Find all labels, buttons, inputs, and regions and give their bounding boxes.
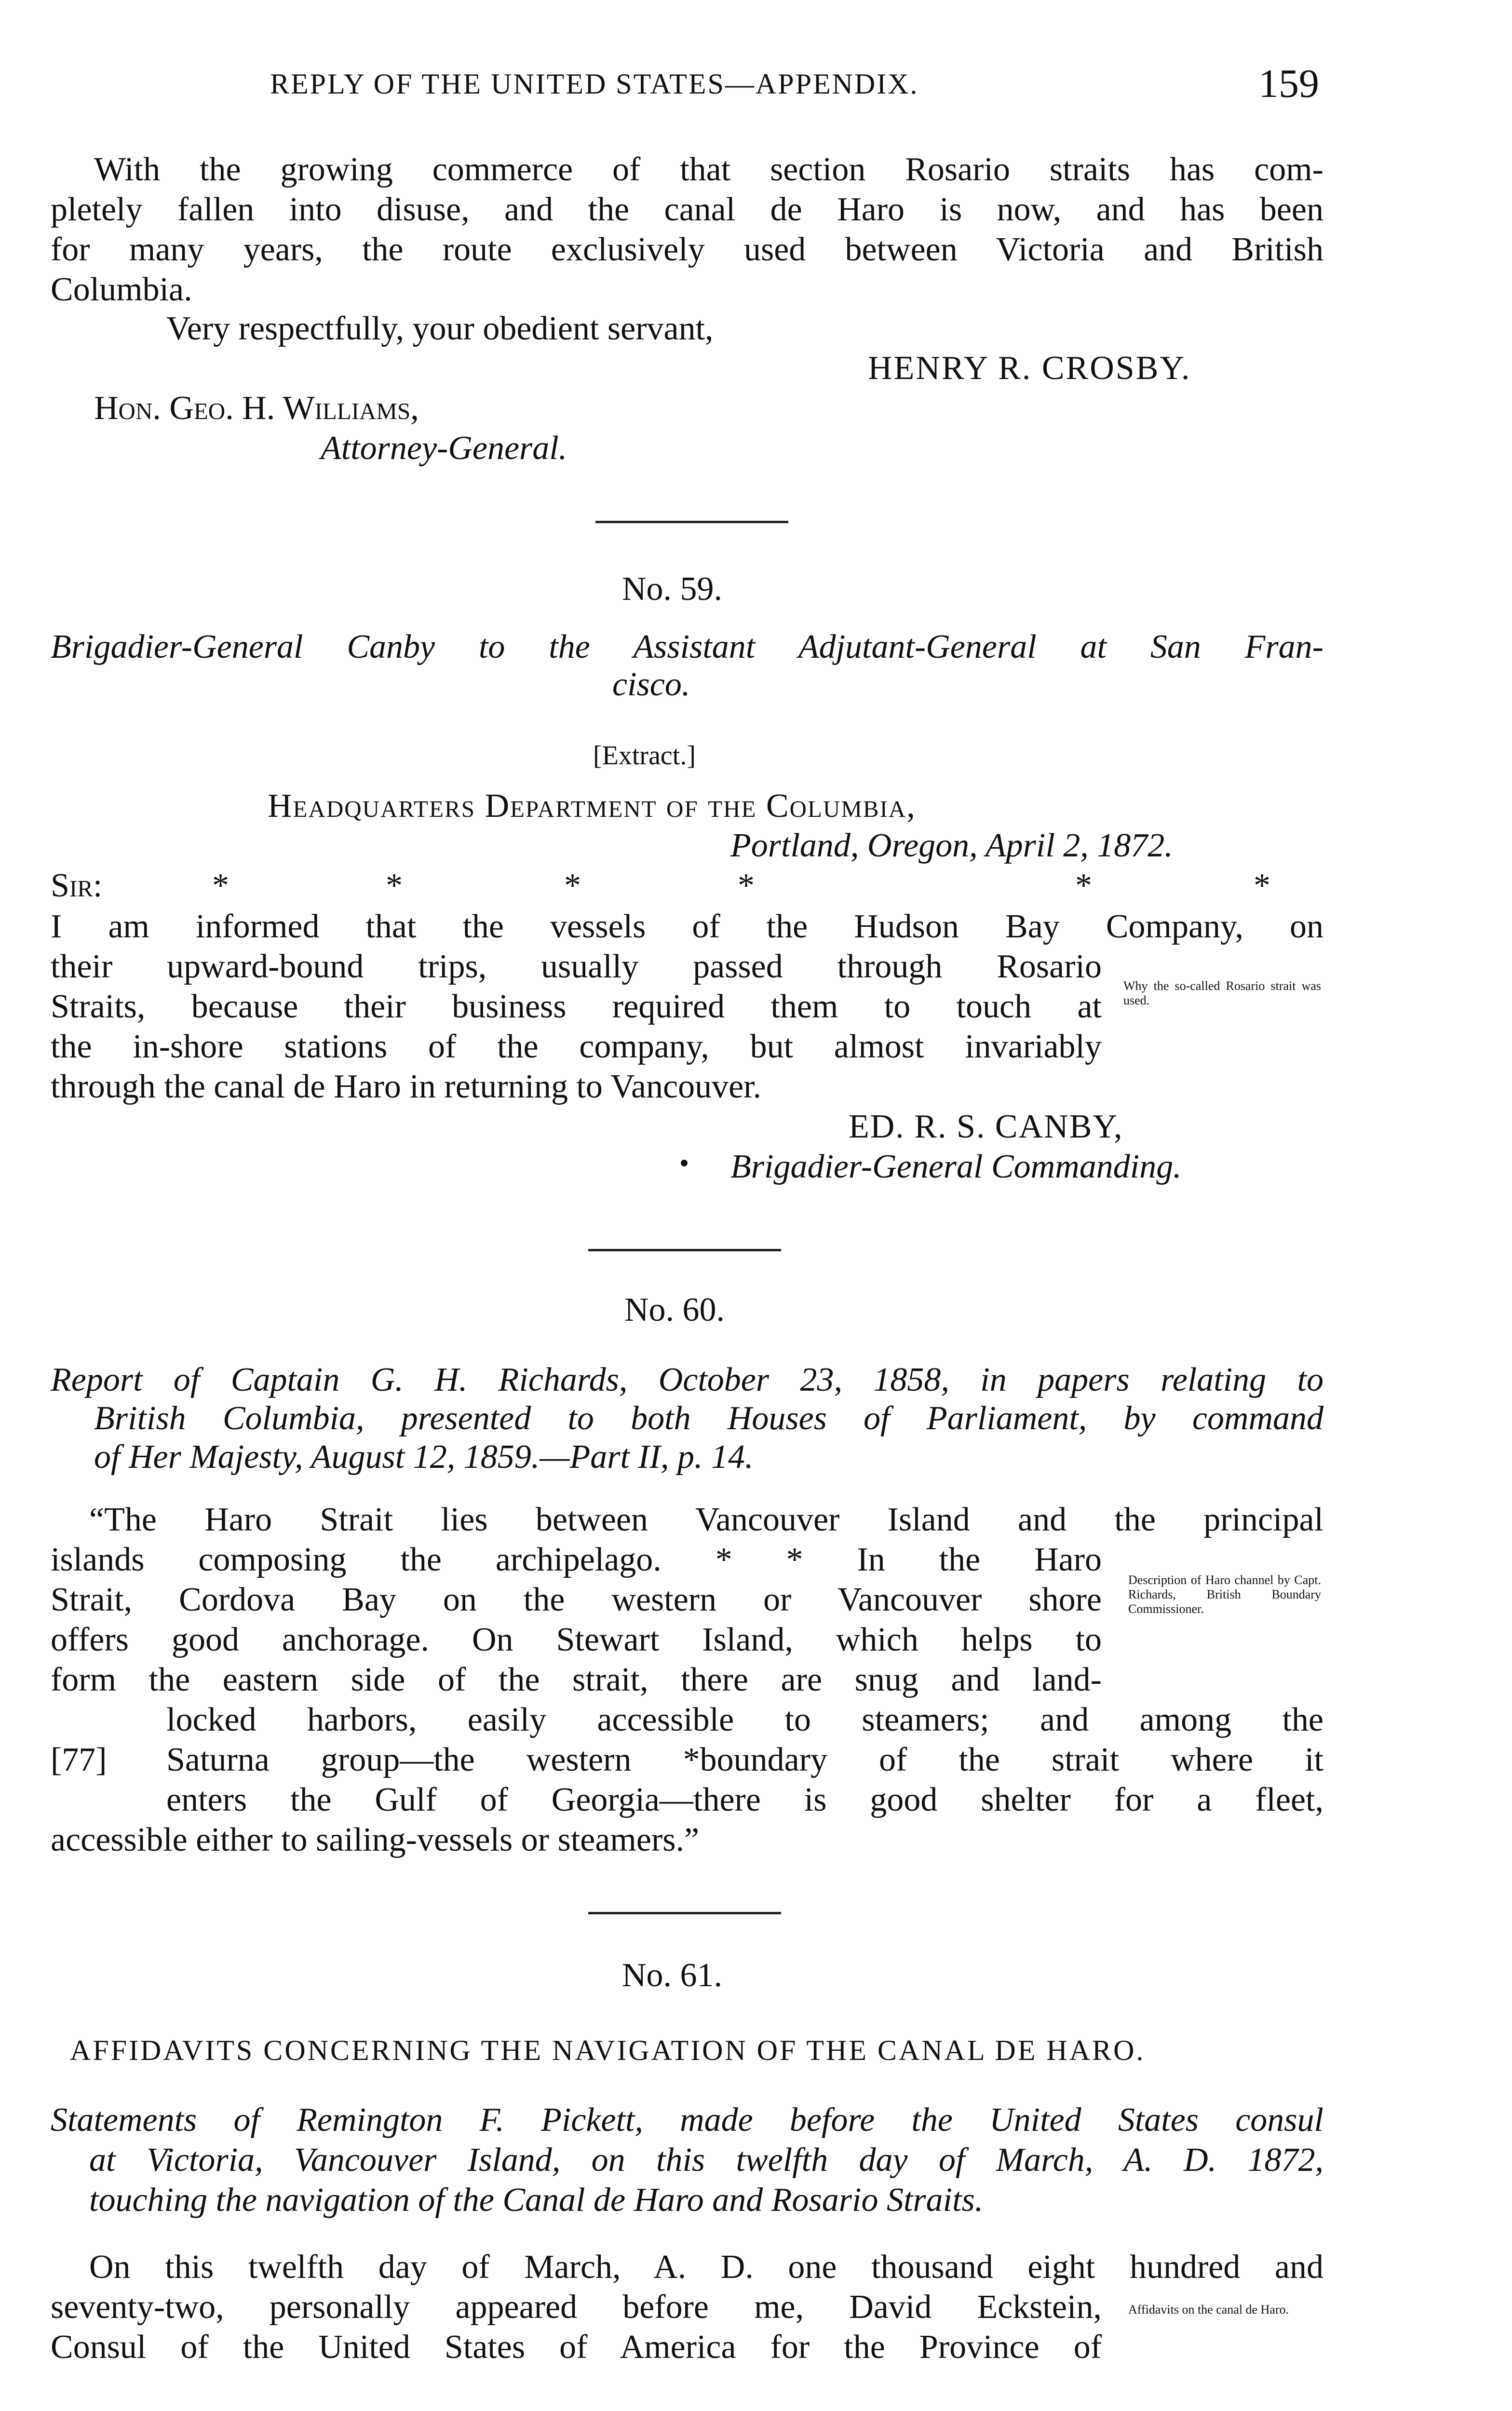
doc61-title-line-3: touching the navigation of the Canal de Haro and Rosario Straits. — [89, 2181, 984, 2219]
doc60-number: No. 60. — [624, 1291, 725, 1328]
doc61-line-2: seventy-two, personally appeared before me, David Eckstein, — [51, 2289, 1102, 2326]
doc59-number: No. 59. — [622, 570, 723, 608]
doc60-line-1: “The Haro Strait lies between Vancouver Island and the principal — [89, 1501, 1323, 1538]
doc59-signature-title: Brigadier-General Commanding. — [730, 1148, 1182, 1185]
doc61-title-line-1: Statements of Remington F. Pickett, made before the United States consul — [51, 2101, 1323, 2139]
doc60-title-line-1: Report of Captain G. H. Richards, October 23, 1858, in papers relating to — [51, 1361, 1323, 1398]
doc60-line-6: locked harbors, easily accessible to steamers; and among the — [166, 1701, 1323, 1738]
crosby-signature: HENRY R. CROSBY. — [868, 350, 1191, 387]
doc61-sidenote: Affidavits on the canal de Haro. — [1128, 2303, 1289, 2316]
doc61-title-line-2: at Victoria, Vancouver Island, on this twelfth day of March, A. D. 1872, — [89, 2141, 1323, 2179]
doc61-line-3: Consul of the United States of America for the Province of — [51, 2329, 1102, 2366]
doc59-signature: ED. R. S. CANBY, — [849, 1108, 1123, 1145]
doc60-line-9: accessible either to sailing-vessels or steamers.” — [51, 1821, 700, 1858]
section-rule-3 — [588, 1912, 781, 1914]
doc59-sidenote: Why the so-called Rosario strait was used. — [1123, 979, 1321, 1007]
doc60-line-5: form the eastern side of the strait, there are snug and land- — [51, 1661, 1102, 1698]
section-rule-1 — [595, 521, 788, 523]
doc60-title-line-2: British Columbia, presented to both Houses of Parliament, by command — [94, 1400, 1323, 1437]
doc60-line-2: islands composing the archipelago. * * In the Haro — [51, 1541, 1102, 1578]
doc59-line-3: Straits, because their business required them to touch at — [51, 988, 1102, 1025]
doc60-line-4: offers good anchorage. On Stewart Island, which helps to — [51, 1621, 1102, 1658]
crosby-line-4: Columbia. — [51, 271, 192, 308]
doc59-star-6: * — [1254, 867, 1270, 904]
crosby-closing: Very respectfully, your obedient servant, — [166, 310, 714, 347]
doc59-star-4: * — [738, 867, 755, 904]
doc59-star-5: * — [1075, 867, 1092, 904]
doc59-star-1: * — [212, 867, 229, 904]
doc61-heading: AFFIDAVITS CONCERNING THE NAVIGATION OF THE CANAL DE HARO. — [70, 2034, 1146, 2066]
doc59-line-5: through the canal de Haro in returning to Vancouver. — [51, 1068, 762, 1105]
doc59-hq: Headquarters Department of the Columbia, — [268, 787, 916, 825]
doc60-margin-page: [77] — [51, 1741, 107, 1778]
section-rule-2 — [588, 1249, 781, 1251]
running-title: REPLY OF THE UNITED STATES—APPENDIX. — [270, 68, 919, 100]
doc59-extract: [Extract.] — [593, 741, 696, 771]
crosby-line-2: pletely fallen into disuse, and the canal de Haro is now, and has been — [51, 191, 1323, 228]
doc61-line-1: On this twelfth day of March, A. D. one thousand eight hundred and — [89, 2248, 1323, 2286]
doc60-line-8: enters the Gulf of Georgia—there is good shelter for a fleet, — [166, 1781, 1323, 1818]
doc60-title-line-3: of Her Majesty, August 12, 1859.—Part II, p. 14. — [94, 1438, 754, 1476]
doc59-bullet — [681, 1160, 688, 1166]
addressee-name: Hon. Geo. H. Williams, — [94, 390, 419, 427]
doc59-title-line-2: cisco. — [612, 666, 690, 703]
doc59-star-2: * — [386, 867, 403, 904]
doc59-line-1: I am informed that the vessels of the Hudson Bay Company, on — [51, 908, 1323, 945]
doc59-line-2: their upward-bound trips, usually passed through Rosario — [51, 948, 1102, 985]
crosby-line-3: for many years, the route exclusively used between Victoria and British — [51, 231, 1323, 268]
doc61-number: No. 61. — [622, 1957, 723, 1994]
page-number: 159 — [1258, 61, 1319, 106]
doc59-star-3: * — [564, 867, 581, 904]
doc59-place-date: Portland, Oregon, April 2, 1872. — [730, 827, 1173, 864]
crosby-line-1: With the growing commerce of that section Rosario straits has com- — [94, 151, 1323, 188]
doc60-line-3: Strait, Cordova Bay on the western or Vancouver shore — [51, 1581, 1102, 1618]
doc60-line-7: Saturna group—the western *boundary of the strait where it — [166, 1741, 1323, 1778]
doc59-line-4: the in-shore stations of the company, but almost invariably — [51, 1028, 1102, 1065]
doc60-sidenote: Description of Haro channel by Capt. Richards, British Boundary Commissioner. — [1128, 1573, 1321, 1616]
doc59-salutation: Sir: — [51, 867, 103, 904]
addressee-title: Attorney-General. — [321, 430, 567, 467]
doc59-title-line-1: Brigadier-General Canby to the Assistant Adjutant-General at San Fran- — [51, 628, 1323, 665]
